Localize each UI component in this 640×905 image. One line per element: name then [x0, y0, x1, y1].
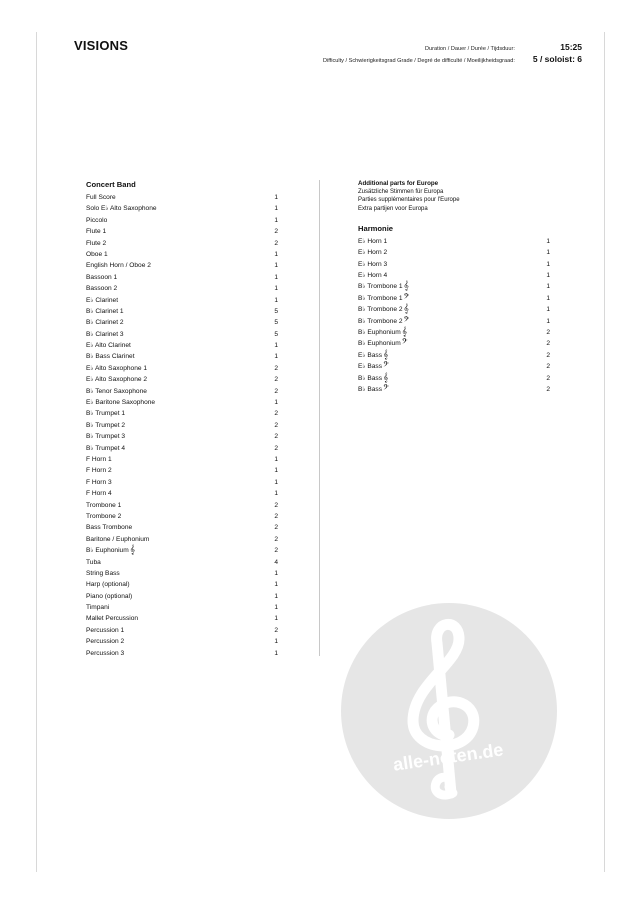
treble-clef-icon: 𝄞 — [403, 281, 409, 292]
part-name: Full Score — [86, 194, 116, 201]
watermark-text: alle-noten.de — [391, 739, 505, 775]
duration-label: Duration / Dauer / Durée / Tijdsduur: — [425, 46, 515, 52]
part-row — [86, 374, 278, 385]
part-name: B♭ Trumpet 4 — [86, 444, 126, 452]
part-name-cell — [86, 602, 109, 613]
part-name-cell — [358, 236, 387, 247]
part-name: Oboe 1 — [86, 250, 108, 258]
part-quantity: 1 — [546, 249, 550, 257]
part-row — [358, 293, 550, 304]
part-name-cell — [86, 306, 124, 317]
part-name-cell — [358, 259, 387, 270]
part-quantity: 1 — [274, 455, 278, 463]
part-name: E♭ Alto Saxophone 2 — [86, 376, 148, 384]
part-name-cell — [86, 579, 130, 590]
part-name: E♭ Horn 1 — [358, 237, 388, 245]
part-quantity: 1 — [274, 285, 278, 293]
part-name: E♭ Baritone Saxophone — [86, 399, 156, 407]
difficulty-value: 5 / soloist: 6 — [532, 54, 582, 64]
part-quantity: 1 — [274, 205, 278, 213]
part-row — [86, 625, 278, 636]
part-quantity: 5 — [274, 319, 278, 327]
part-name-cell — [86, 386, 147, 397]
part-quantity: 2 — [546, 340, 550, 348]
part-name-cell — [86, 351, 135, 362]
part-row — [86, 636, 278, 647]
part-name: E♭ Horn 2 — [358, 249, 388, 257]
part-row — [86, 648, 278, 659]
part-name-cell — [86, 511, 121, 522]
page-edge-right — [604, 32, 605, 872]
part-quantity: 1 — [274, 581, 278, 589]
part-name-cell — [86, 317, 124, 328]
part-name: B♭ Trombone 1 — [358, 294, 403, 302]
part-name: E♭ Clarinet — [86, 296, 119, 304]
part-name-cell — [86, 488, 112, 499]
european-parts-section — [358, 180, 550, 395]
part-name-cell — [86, 500, 121, 511]
part-name-cell — [86, 568, 120, 579]
part-name: Flute 1 — [86, 228, 107, 236]
part-name-cell — [358, 281, 409, 292]
part-row — [358, 384, 550, 395]
piece-meta — [323, 42, 582, 64]
part-name-cell — [86, 374, 147, 385]
part-name-cell — [86, 260, 151, 271]
part-quantity: 1 — [274, 250, 278, 258]
part-quantity: 2 — [546, 385, 550, 393]
part-quantity: 2 — [274, 547, 278, 555]
part-row — [86, 249, 278, 260]
part-name-cell — [86, 420, 125, 431]
part-name: E♭ Horn 4 — [358, 271, 388, 279]
part-quantity: 1 — [546, 294, 550, 302]
treble-clef-icon: 𝄞 — [403, 304, 409, 315]
part-name-cell — [358, 373, 388, 384]
part-name-cell — [358, 293, 409, 304]
part-name-cell — [358, 304, 409, 315]
part-name: B♭ Bass — [358, 385, 382, 393]
part-name: E♭ Bass — [358, 351, 382, 359]
part-name: E♭ Bass — [358, 363, 382, 371]
part-name: B♭ Clarinet 2 — [86, 319, 124, 327]
part-row — [86, 192, 278, 203]
part-row — [86, 238, 278, 249]
part-row — [86, 295, 278, 306]
part-quantity: 1 — [546, 237, 550, 245]
part-row — [358, 327, 550, 338]
part-name-cell — [86, 363, 147, 374]
part-quantity: 1 — [274, 592, 278, 600]
part-quantity: 1 — [274, 490, 278, 498]
part-row — [86, 545, 278, 556]
part-quantity: 2 — [274, 524, 278, 532]
part-name-cell — [86, 636, 124, 647]
part-quantity: 1 — [546, 317, 550, 325]
part-name: B♭ Euphonium — [358, 340, 401, 348]
page-edge-left — [36, 32, 37, 872]
part-name: B♭ Trumpet 2 — [86, 421, 126, 429]
treble-clef-icon: 𝄞 — [401, 326, 408, 337]
part-quantity: 1 — [274, 342, 278, 350]
part-row — [358, 247, 550, 258]
part-row — [358, 259, 550, 270]
part-name: F Horn 3 — [86, 478, 112, 486]
part-name: B♭ Trumpet 1 — [86, 410, 126, 418]
part-row — [86, 272, 278, 283]
part-name-cell — [86, 295, 118, 306]
part-row — [86, 340, 278, 351]
part-row — [358, 373, 550, 384]
part-name: B♭ Clarinet 3 — [86, 330, 124, 338]
part-quantity: 2 — [546, 363, 550, 371]
part-name-cell — [86, 613, 138, 624]
part-name: Percussion 3 — [86, 649, 125, 657]
part-row — [86, 420, 278, 431]
part-name: B♭ Clarinet 1 — [86, 307, 124, 315]
part-name-cell — [86, 238, 106, 249]
part-row — [86, 283, 278, 294]
part-name-cell — [86, 431, 125, 442]
part-name: B♭ Bass — [358, 374, 382, 382]
part-quantity: 1 — [274, 649, 278, 657]
part-name-cell — [86, 477, 112, 488]
part-name: English Horn / Oboe 2 — [86, 262, 151, 270]
part-row — [86, 215, 278, 226]
part-name: F Horn 1 — [86, 455, 112, 463]
part-row — [86, 591, 278, 602]
bass-clef-icon: 𝄢 — [383, 383, 389, 394]
part-row — [358, 236, 550, 247]
part-row — [86, 363, 278, 374]
part-quantity: 2 — [274, 376, 278, 384]
part-row — [86, 568, 278, 579]
part-row — [86, 203, 278, 214]
part-row — [358, 281, 550, 292]
part-quantity: 1 — [546, 306, 550, 314]
part-row — [86, 613, 278, 624]
part-quantity: 2 — [274, 444, 278, 452]
part-row — [86, 329, 278, 340]
harmonie-parts-list — [358, 236, 550, 395]
part-row — [86, 602, 278, 613]
part-quantity: 1 — [274, 194, 278, 201]
part-name-cell — [86, 226, 106, 237]
part-row — [358, 304, 550, 315]
part-name-cell — [358, 361, 389, 372]
part-quantity: 2 — [274, 512, 278, 520]
part-name: B♭ Trombone 2 — [358, 317, 403, 325]
part-name: Piano (optional) — [86, 592, 133, 600]
part-name: Bassoon 1 — [86, 273, 118, 281]
part-quantity: 1 — [274, 478, 278, 486]
part-name-cell — [86, 625, 124, 636]
part-quantity: 2 — [274, 239, 278, 247]
duration-value: 15:25 — [560, 42, 582, 52]
part-name-cell — [86, 192, 116, 203]
part-row — [86, 431, 278, 442]
part-name-cell — [358, 327, 407, 338]
part-name: B♭ Euphonium — [86, 547, 129, 555]
part-row — [86, 306, 278, 317]
part-name: B♭ Euphonium — [358, 328, 401, 336]
part-quantity: 2 — [274, 626, 278, 634]
concert-band-section — [86, 180, 278, 659]
part-row — [86, 408, 278, 419]
part-name: Percussion 1 — [86, 626, 125, 634]
watermark — [341, 603, 557, 819]
part-name-cell — [86, 591, 132, 602]
part-name-cell — [86, 249, 108, 260]
part-name: Solo E♭ Alto Saxophone — [86, 205, 157, 213]
part-name-cell — [358, 338, 408, 349]
part-name: Mallet Percussion — [86, 615, 139, 623]
part-name: E♭ Alto Saxophone 1 — [86, 364, 148, 372]
part-quantity: 1 — [274, 638, 278, 646]
part-quantity: 1 — [274, 262, 278, 270]
piece-title: VISIONS — [74, 38, 129, 53]
part-name: B♭ Trombone 2 — [358, 306, 403, 314]
part-name: Bassoon 2 — [86, 285, 118, 293]
part-row — [86, 500, 278, 511]
part-name-cell — [358, 270, 387, 281]
part-row — [86, 557, 278, 568]
part-name-cell — [358, 384, 389, 395]
part-quantity: 2 — [274, 421, 278, 429]
part-row — [358, 361, 550, 372]
part-name-cell — [86, 283, 117, 294]
treble-clef-icon: 𝄞 — [383, 349, 389, 360]
part-name-cell — [86, 522, 132, 533]
bass-clef-icon: 𝄢 — [401, 338, 408, 349]
part-name-cell — [86, 557, 101, 568]
part-name-cell — [86, 454, 112, 465]
part-name-cell — [86, 443, 125, 454]
part-name: Timpani — [86, 604, 110, 612]
part-row — [86, 351, 278, 362]
part-name-cell — [86, 203, 157, 214]
part-row — [86, 454, 278, 465]
part-quantity: 4 — [274, 558, 278, 566]
concert-band-heading: Concert Band — [86, 180, 136, 189]
part-row — [86, 477, 278, 488]
part-quantity: 5 — [274, 307, 278, 315]
part-quantity: 2 — [274, 501, 278, 509]
additional-parts-de: Zusätzliche Stimmen für Europa — [358, 189, 444, 196]
treble-clef-icon: 𝄞 — [129, 545, 136, 556]
concert-band-parts-list — [86, 192, 278, 659]
part-row — [86, 579, 278, 590]
part-quantity: 1 — [274, 467, 278, 475]
part-quantity: 2 — [546, 374, 550, 382]
part-row — [86, 443, 278, 454]
part-quantity: 2 — [274, 364, 278, 372]
part-name-cell — [86, 272, 117, 283]
part-name: Percussion 2 — [86, 638, 125, 646]
part-quantity: 1 — [274, 569, 278, 577]
part-row — [86, 397, 278, 408]
part-quantity: 1 — [274, 353, 278, 361]
part-name: Trombone 2 — [86, 512, 122, 520]
part-quantity: 1 — [274, 296, 278, 304]
part-quantity: 5 — [274, 330, 278, 338]
part-row — [86, 522, 278, 533]
bass-clef-icon: 𝄢 — [383, 361, 389, 372]
part-name: Harp (optional) — [86, 581, 130, 589]
additional-parts-nl: Extra partijen voor Europa — [358, 205, 428, 212]
part-quantity: 2 — [546, 328, 550, 336]
part-row — [358, 316, 550, 327]
additional-parts-heading: Additional parts for Europe — [358, 180, 439, 187]
part-quantity: 2 — [274, 535, 278, 543]
part-name-cell — [86, 329, 124, 340]
part-name-cell — [86, 340, 131, 351]
part-name: F Horn 2 — [86, 467, 112, 475]
part-name: E♭ Alto Clarinet — [86, 342, 131, 350]
part-row — [86, 386, 278, 397]
part-name-cell — [86, 215, 107, 226]
part-quantity: 1 — [546, 283, 550, 291]
part-row — [86, 226, 278, 237]
part-name-cell — [86, 465, 112, 476]
part-quantity: 1 — [274, 615, 278, 623]
part-name: Flute 2 — [86, 239, 107, 247]
difficulty-label: Difficulty / Schwierigkeitsgrad Grade / Degré de difficulté / Moeilijkheidsgraad: — [322, 58, 515, 64]
part-name-cell — [86, 397, 155, 408]
part-name-cell — [358, 247, 387, 258]
part-name-cell — [86, 545, 135, 556]
part-quantity: 1 — [274, 273, 278, 281]
part-row — [86, 465, 278, 476]
part-name: B♭ Tenor Saxophone — [86, 387, 147, 395]
harmonie-heading: Harmonie — [358, 223, 394, 233]
part-quantity: 1 — [274, 216, 278, 224]
column-divider — [319, 180, 320, 656]
part-name: Piccolo — [86, 216, 108, 224]
part-name: B♭ Bass Clarinet — [86, 353, 135, 361]
part-row — [86, 317, 278, 328]
additional-parts-fr: Parties supplémentaires pour l'Europe — [358, 197, 460, 204]
part-quantity: 1 — [546, 271, 550, 279]
part-quantity: 2 — [274, 433, 278, 441]
part-quantity: 2 — [274, 387, 278, 395]
part-row — [358, 338, 550, 349]
part-quantity: 1 — [274, 604, 278, 612]
part-name: F Horn 4 — [86, 490, 112, 498]
part-row — [86, 488, 278, 499]
part-name-cell — [358, 316, 409, 327]
part-name-cell — [86, 648, 124, 659]
bass-clef-icon: 𝄢 — [403, 315, 410, 326]
part-name-cell — [86, 534, 149, 545]
part-name: E♭ Horn 3 — [358, 260, 388, 268]
part-row — [358, 350, 550, 361]
part-name: Baritone / Euphonium — [86, 535, 150, 543]
part-quantity: 1 — [546, 260, 550, 268]
part-name-cell — [86, 408, 125, 419]
part-name: B♭ Trombone 1 — [358, 283, 403, 291]
part-quantity: 2 — [546, 351, 550, 359]
part-row — [86, 511, 278, 522]
part-name: B♭ Trumpet 3 — [86, 433, 126, 441]
part-row — [86, 260, 278, 271]
treble-clef-icon: 𝄞 — [383, 372, 389, 383]
part-quantity: 2 — [274, 228, 278, 236]
bass-clef-icon: 𝄢 — [403, 292, 410, 303]
part-name: Trombone 1 — [86, 501, 122, 509]
part-row — [86, 534, 278, 545]
part-quantity: 1 — [274, 399, 278, 407]
part-name-cell — [358, 350, 388, 361]
part-name: Bass Trombone — [86, 524, 133, 532]
part-quantity: 2 — [274, 410, 278, 418]
part-name: String Bass — [86, 569, 120, 577]
part-name: Tuba — [86, 558, 101, 566]
part-row — [358, 270, 550, 281]
